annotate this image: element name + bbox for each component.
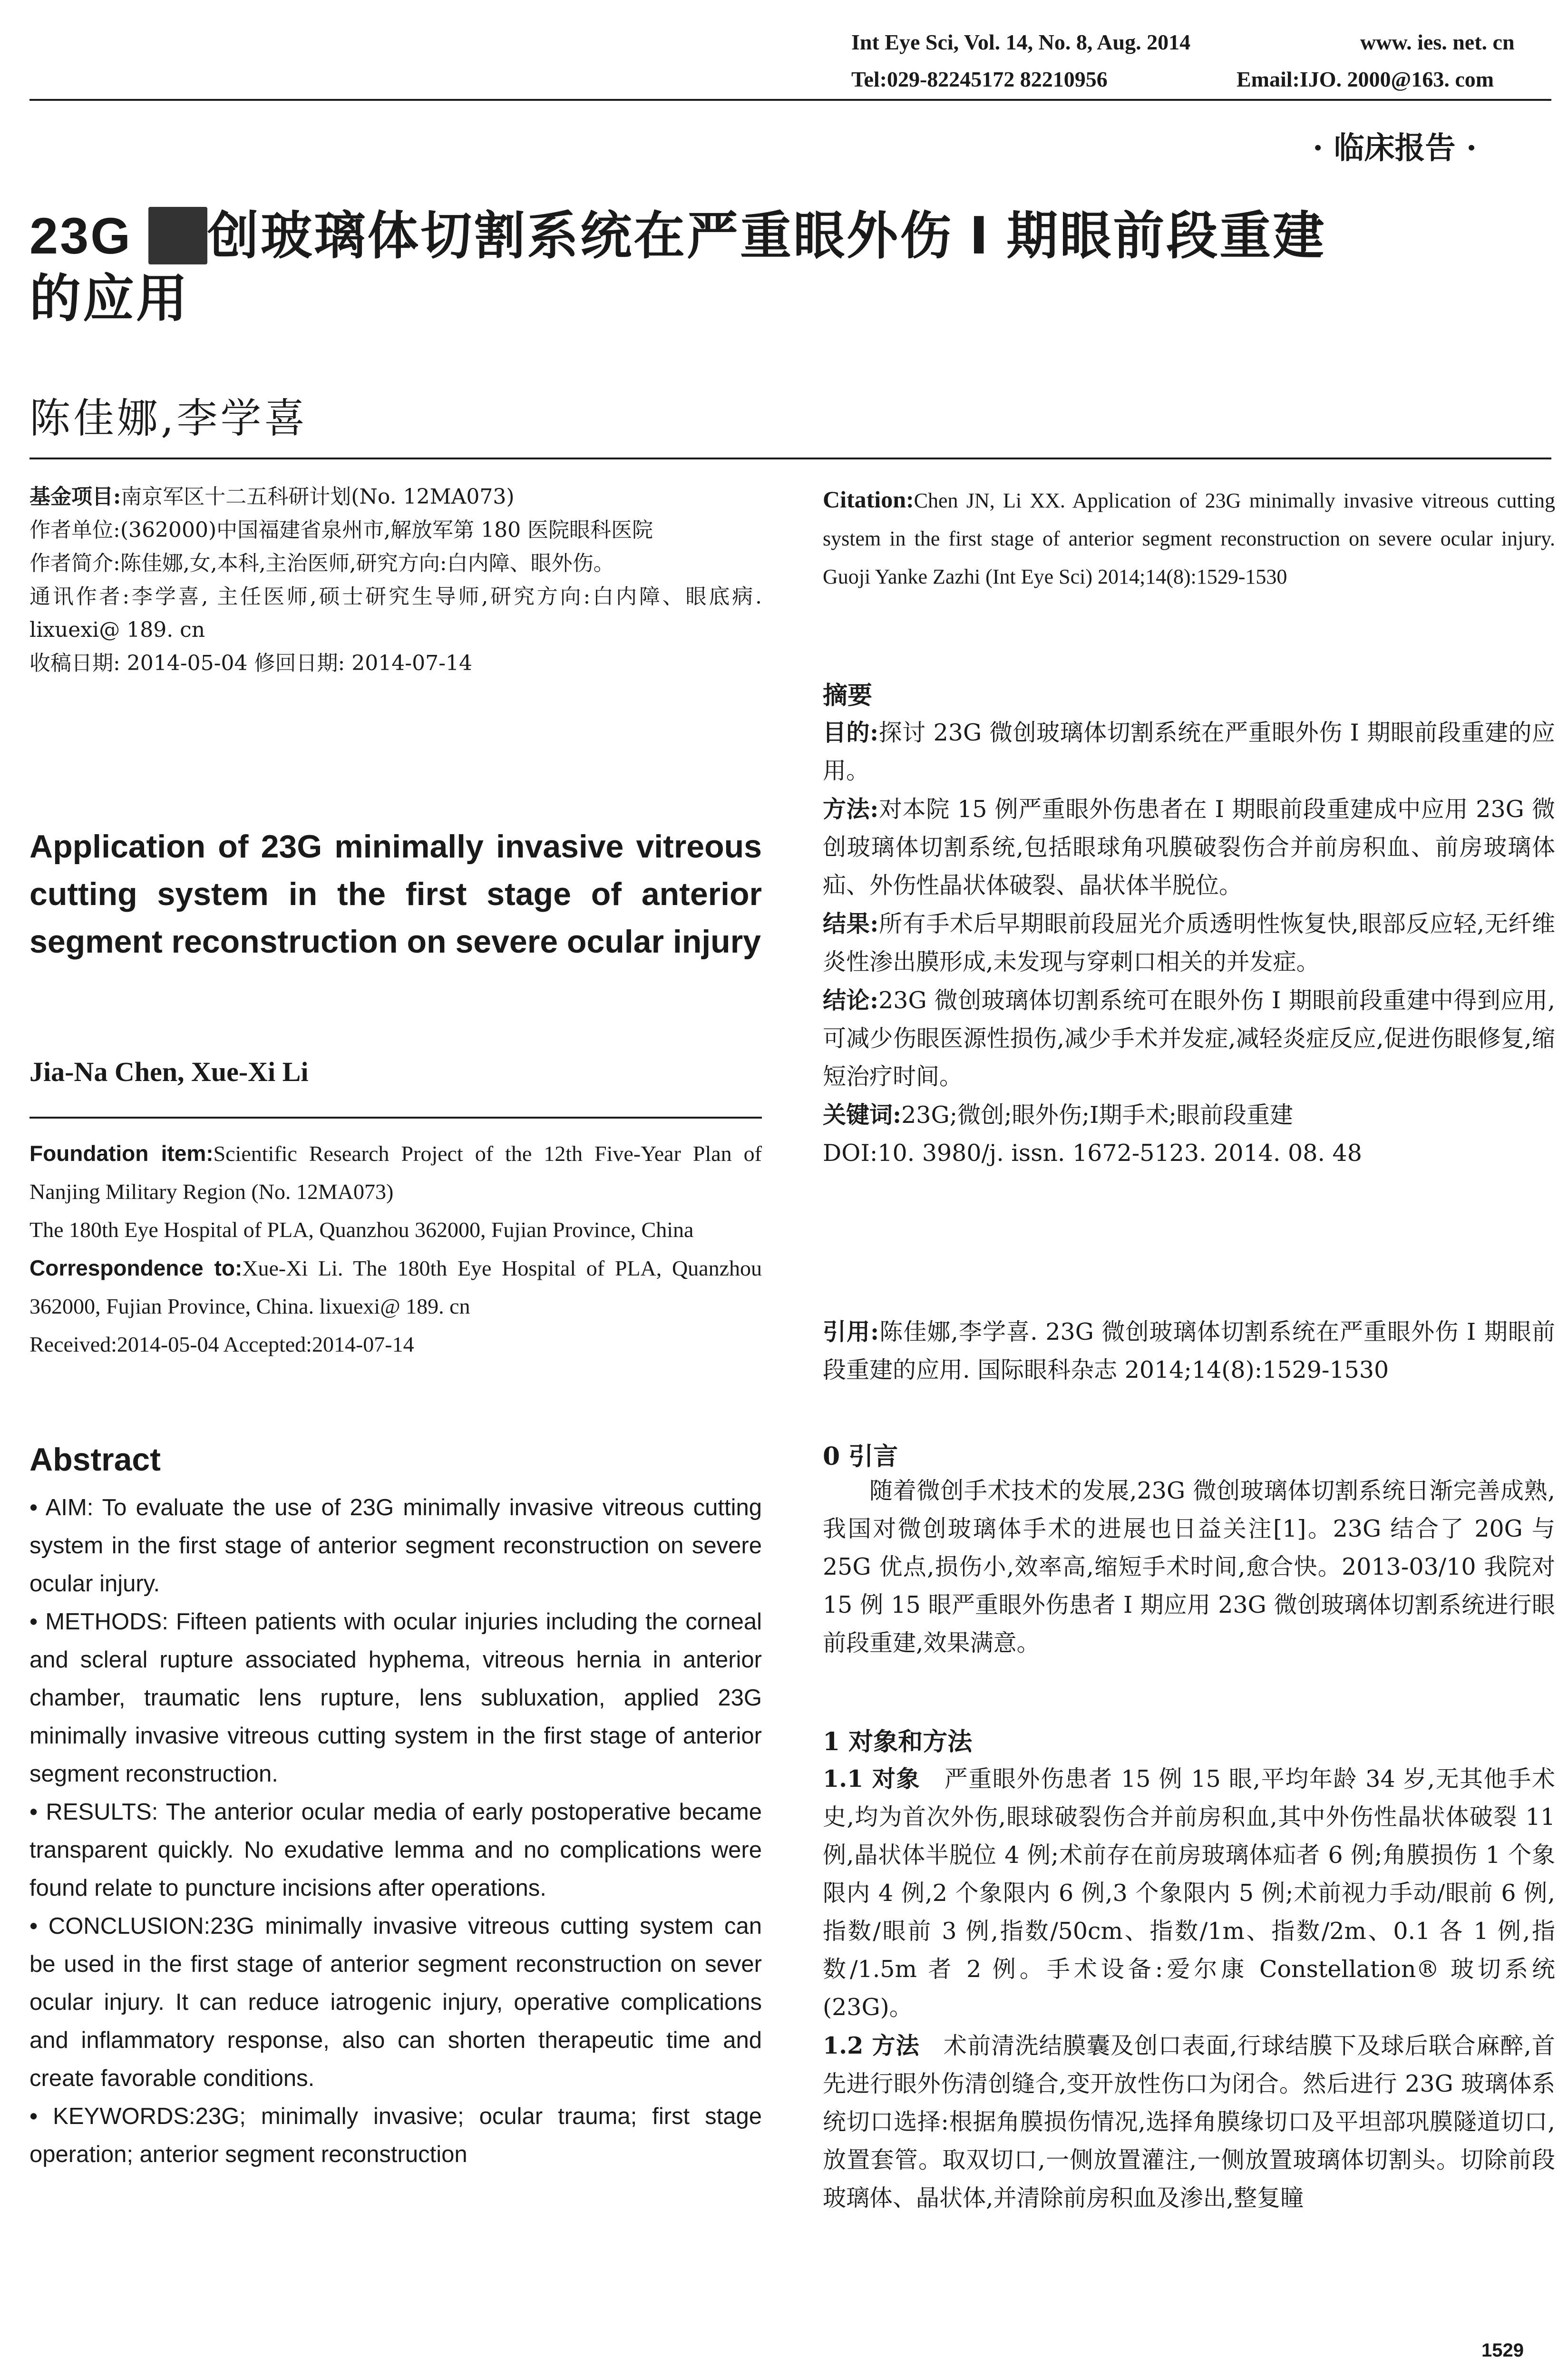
section-tag: · 临床报告 · [1313,130,1477,166]
info-cn [29,480,762,680]
abstract-methods: • METHODS: Fifteen patients with ocular injuries including the corneal and scleral rupture associated hyphema, vitreous hernia in anterior chamber, traumatic lens rupture, lens subluxation, applied 23G minimally invasive vitreous cutting system in the first stage of anterior segment reconstruction. [29,1609,762,1787]
header-rule [29,99,1551,101]
affiliation-cn: 作者单位:(362000)中国福建省泉州市,解放军第 180 医院眼科医院 [29,518,653,542]
foundation-en: Foundation item:Scientific Research Project of the 12th Five-Year Plan of Nanjing Military Region (No. 12MA073) [29,1141,762,1204]
zh-doi: DOI:10. 3980/j. issn. 1672-5123. 2014. 08. 48 [823,1140,1362,1167]
title-part1: 23G [29,207,149,264]
title-line2: 的应用 [29,270,190,327]
zh-citation: 引用:陈佳娜,李学喜. 23G 微创玻璃体切割系统在严重眼外伤 Ⅰ 期眼前段重建的应用. 国际眼科杂志 2014;14(8):1529-1530 [823,1318,1556,1383]
corresponding-cn: 通讯作者:李学喜, 主任医师,硕士研究生导师,研究方向:白内障、眼底病. lixuexi@ 189. cn [29,585,762,642]
methods-subjects: 1.1 对象 严重眼外伤患者 15 例 15 眼,平均年龄 34 岁,无其他手术史,均为首次外伤,眼球破裂伤合并前房积血,其中外伤性晶状体破裂 11 例,晶状体半脱位 4 例;术前存在前房玻璃体疝者 6 例;角膜损伤 1 个象限内 4 例,2 个象限内 6 例,3 个象限内 5 例;术前视力手动/眼前 6 例,指数/眼前 3 例,指数/50cm、指数/1m、指数/2m、0.1 各 1 例,指数/1.5m 者 2 例。手术设备:爱尔康 Constellation® 玻切系统(23G)。 [823,1765,1555,2021]
page-title [29,205,1556,330]
zh-abstract-body [823,713,1555,1172]
journal-tel: Tel:029-82245172 82210956 [851,67,1108,91]
abstract-results: • RESULTS: The anterior ocular media of early postoperative became transparent quickly. No exudative lemma and no complications were found relate to puncture incisions after operations. [29,1799,762,1901]
en-authors: Jia-Na Chen, Xue-Xi Li [29,1056,309,1087]
abstract-conclusion: • CONCLUSION:23G minimally invasive vitreous cutting system can be used in the first stage of anterior segment reconstruction on sever ocular injury. It can reduce iatrogenic injury, operative complications and inflammatory response, also can shorten therapeutic time and create favorable conditions. [29,1913,762,2091]
title-part2: 创玻璃体切割系统在严重眼外伤 Ⅰ 期眼前段重建 [207,207,1326,264]
methods-heading: 1 对象和方法 [823,1727,973,1756]
correspondence-en: Correspondence to:Xue-Xi Li. The 180th Eye Hospital of PLA, Quanzhou 362000, Fujian Province, China. lixuexi@ 189. cn [29,1256,762,1318]
title-badge: 微 [148,207,207,264]
intro-body: 随着微创手术技术的发展,23G 微创玻璃体切割系统日渐完善成熟,我国对微创玻璃体手术的进展也日益关注[1]。23G 结合了 20G 与 25G 优点,损伤小,效率高,缩短手术时间,愈合快。2013-03/10 我院对 15 例 15 眼严重眼外伤患者 Ⅰ 期应用 23G 微创玻璃体切割系统进行眼前段重建,效果满意。 [823,1477,1555,1656]
page-number: 1529 [1481,2340,1524,2361]
en-rule [29,1117,762,1119]
zh-conclusion: 结论:23G 微创玻璃体切割系统可在眼外伤 Ⅰ 期眼前段重建中得到应用,可减少伤眼医源性损伤,减少手术并发症,减轻炎症反应,促进伤眼修复,缩短治疗时间。 [823,986,1555,1090]
methods-body [823,1760,1555,2217]
dates-cn: 收稿日期: 2014-05-04 修回日期: 2014-07-14 [29,651,472,675]
abstract-title: Abstract [29,1442,161,1478]
author-bio-cn: 作者简介:陈佳娜,女,本科,主治医师,研究方向:白内障、眼外伤。 [29,551,614,575]
methods-procedure: 1.2 方法 术前清洗结膜囊及创口表面,行球结膜下及球后联合麻醉,首先进行眼外伤清创缝合,变开放性伤口为闭合。然后进行 23G 玻璃体系统切口选择:根据角膜损伤情况,选择角膜缘切口及平坦部巩膜隧道切口,放置套管。取双切口,一侧放置灌注,一侧放置玻璃体切割头。切除前段玻璃体、晶状体,并清除前房积血及渗出,整复瞳 [823,2032,1555,2211]
zh-abstract-title: 摘要 [823,681,873,710]
foundation-cn: 基金项目:南京军区十二五科研计划(No. 12MA073) [29,485,515,509]
journal-info: Int Eye Sci, Vol. 14, No. 8, Aug. 2014 [851,30,1191,54]
abstract-keywords: • KEYWORDS:23G; minimally invasive; ocular trauma; first stage operation; anterior segment reconstruction [29,2104,762,2167]
dates-en: Received:2014-05-04 Accepted:2014-07-14 [29,1332,414,1356]
authors-cn: 陈佳娜,李学喜 [29,395,308,442]
abstract-aim: • AIM: To evaluate the use of 23G minimally invasive vitreous cutting system in the first stage of anterior segment reconstruction on severe ocular injury. [29,1495,762,1597]
zh-aim: 目的:探讨 23G 微创玻璃体切割系统在严重眼外伤 Ⅰ 期眼前段重建的应用。 [823,719,1555,784]
en-title: Application of 23G minimally invasive vitreous cutting system in the first stage of anterior segment reconstruction on severe ocular injury [29,828,762,960]
zh-methods: 方法:对本院 15 例严重眼外伤患者在 Ⅰ 期眼前段重建成中应用 23G 微创玻璃体切割系统,包括眼球角巩膜破裂伤合并前房积血、前房玻璃体疝、外伤性晶状体破裂、晶状体半脱位。 [823,795,1555,899]
journal-email: Email:IJO. 2000@163. com [1237,67,1494,91]
title-rule [29,458,1551,459]
zh-keywords: 关键词:23G;微创;眼外伤;Ⅰ期手术;眼前段重建 [823,1101,1293,1129]
abstract-body [29,1489,762,2173]
intro-heading: 0 引言 [823,1442,898,1471]
zh-results: 结果:所有手术后早期眼前段屈光介质透明性恢复快,眼部反应轻,无纤维炎性渗出膜形成,未发现与穿刺口相关的并发症。 [823,910,1555,975]
citation-en: Citation:Chen JN, Li XX. Application of 23G minimally invasive vitreous cutting system in the first stage of anterior segment reconstruction on severe ocular injury. Guoji Yanke Zazhi (Int Eye Sci) 2014;14(8):1529-1530 [823,486,1555,588]
en-info [29,1134,762,1364]
journal-website: www. ies. net. cn [1360,30,1515,54]
affiliation-en: The 180th Eye Hospital of PLA, Quanzhou 362000, Fujian Province, China [29,1218,694,1242]
